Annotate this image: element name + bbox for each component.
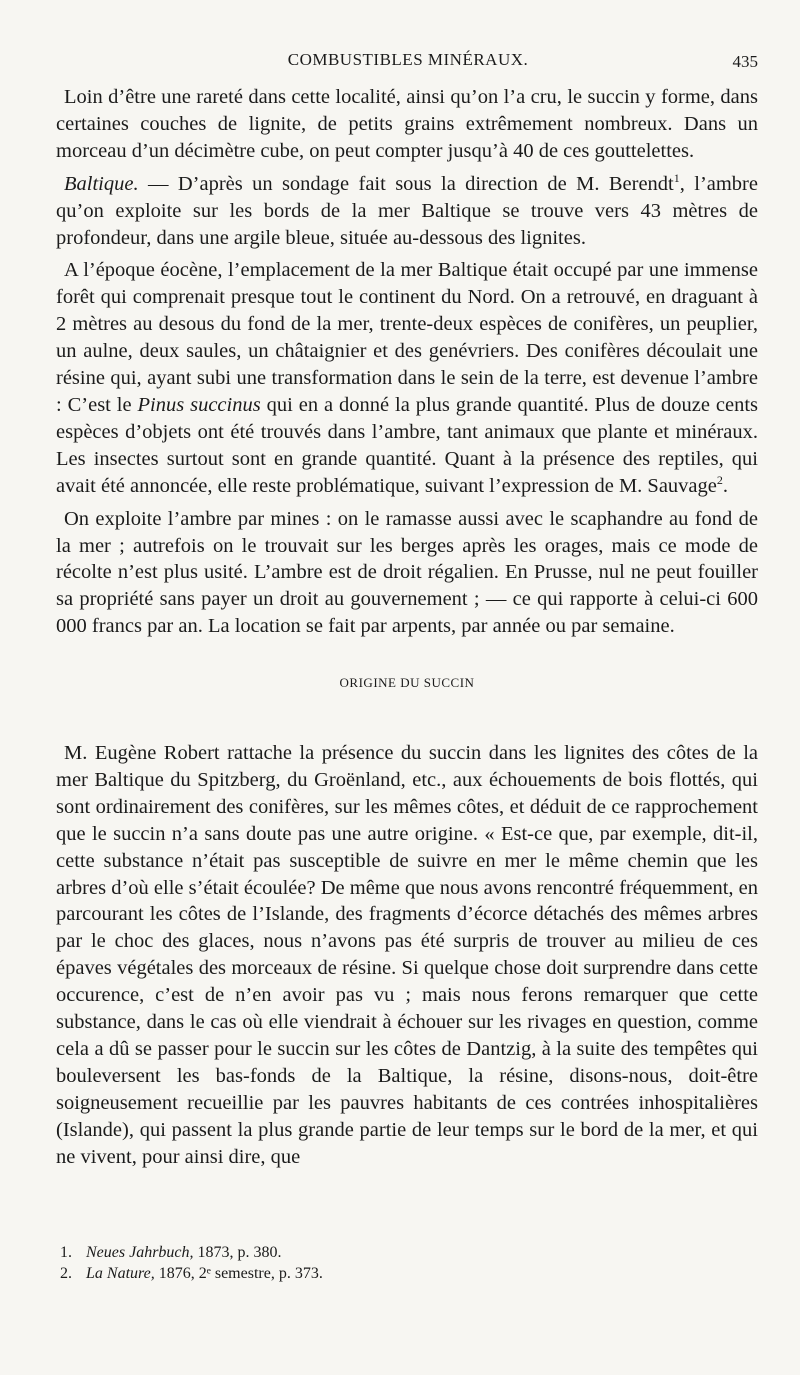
footnotes xyxy=(60,1242,758,1284)
pinus-succinus: Pinus succinus xyxy=(137,393,261,416)
paragraph-4: On exploite l’ambre par mines : on le ramasse aussi avec le scaphandre au fond de la mer ; autrefois on le trouvait sur les berges après les orages, mais ce mode de récolte n’est plus usité. L’ambre est de droit régalien. En Prusse, nul ne peut fouiller sa propriété sans payer un droit au gouvernement ; — ce qui rapporte à celui-ci 600 000 francs par an. La location se fait par arpents, par année ou par semaine. xyxy=(56,507,758,638)
footnote-details: 1873, p. 380. xyxy=(193,1244,282,1261)
paragraph-3-text-c: . xyxy=(722,474,729,497)
paragraph-3-text-b: qui en a donné la plus grande quantité. Plus de douze cents espèces d’objets ont été trouvés dans l’ambre, tant animaux que plante et minéraux. Les insectes surtout sont en grande quantité. Quant à la présence des reptiles, qui avait été annoncée, elle reste problématique, suivant l’expression de M. Sauvage xyxy=(56,393,759,497)
footnote-number: 1. xyxy=(60,1244,72,1261)
paragraph-3-text-a: A l’époque éocène, l’emplacement de la mer Baltique était occupé par une immense forêt qui comprenait presque tout le continent du Nord. On a retrouvé, en draguant à 2 mètres au desous du fond de la mer, trente-deux espèces de conifères, un peuplier, un aulne, deux saules, un châtaignier et des genévriers. Des conifères découlait une résine qui, ayant subi une transformation dans le sein de la terre, est devenue l’ambre : C’est le xyxy=(56,259,758,416)
paragraph-2-text-b: , l’ambre qu’on exploite sur les bords de la mer Baltique se trouve vers 43 mètres de profondeur, dans une argile bleue, située au-dessous des lignites. xyxy=(56,172,758,249)
footnote-ref-2: 2 xyxy=(716,472,723,487)
paragraph-5: M. Eugène Robert rattache la présence du succin dans les lignites des côtes de la mer Baltique du Spitzberg, du Groënland, etc., aux échouements de bois flottés, qui sont ordinairement des conifères, sur les mêmes côtes, et déduit de ce rapprochement que le succin n’a sans doute pas une autre origine. « Est-ce que, par exemple, dit-il, cette substance n’était pas susceptible de suivre en mer le même chemin que les arbres d’où elle s’était écoulée? De même que nous avons rencontré fréquemment, en parcourant les côtes de l’Islande, des fragments d’écorce détachés des mêmes arbres par le choc des glaces, nous n’avons pas été surpris de trouver au milieu de ces épaves végétales des morceaux de résine. Si quelque chose doit surprendre dans cette occurence, c’est de n’en avoir pas vu ; mais nous ferons remarquer que cette substance, dans le cas où elle viendrait à échouer sur les rivages en question, comme cela a dû se passer pour le succin sur les côtes de Dantzig, à la suite des tempêtes qui bouleversent les bas-fonds de la Baltique, la résine, disons-nous, doit-être soigneusement recueillie par les pauvres habitants de ces contrées inhospitalières (Islande), qui passent la plus grande partie de leur temps sur le bord de la mer, et qui ne vivent, pour ainsi dire, que xyxy=(56,742,758,1168)
paragraph-1: Loin d’être une rareté dans cette localité, ainsi qu’on l’a cru, le succin y forme, dans certaines couches de lignite, de petits grains extrêmement nombreux. Dans un morceau d’un décimètre cube, on peut compter jusqu’à 40 de ces gouttelettes. xyxy=(56,86,758,162)
footnote-number: 2. xyxy=(60,1265,72,1282)
running-title: COMBUSTIBLES MINÉRAUX. xyxy=(287,50,529,69)
footnote-details: 1876, 2ᵉ semestre, p. 373. xyxy=(154,1265,323,1282)
paragraph-2-text-a: — D’après un sondage fait sous la direction de M. Berendt xyxy=(138,172,674,195)
paragraph-3 xyxy=(56,257,758,499)
section-title: ORIGINE DU SUCCIN xyxy=(339,675,475,691)
page-number: 435 xyxy=(732,52,758,71)
footnote-2 xyxy=(60,1263,758,1284)
footnote-1 xyxy=(60,1242,758,1263)
baltique-label: Baltique. xyxy=(64,172,139,195)
page-header xyxy=(56,50,760,74)
footnote-source-title: La Nature, xyxy=(86,1265,155,1282)
paragraph-2 xyxy=(56,171,758,252)
footnote-source-title: Neues Jahrbuch, xyxy=(86,1244,194,1261)
body-text xyxy=(56,84,758,1177)
footnote-ref-1: 1 xyxy=(673,170,680,185)
